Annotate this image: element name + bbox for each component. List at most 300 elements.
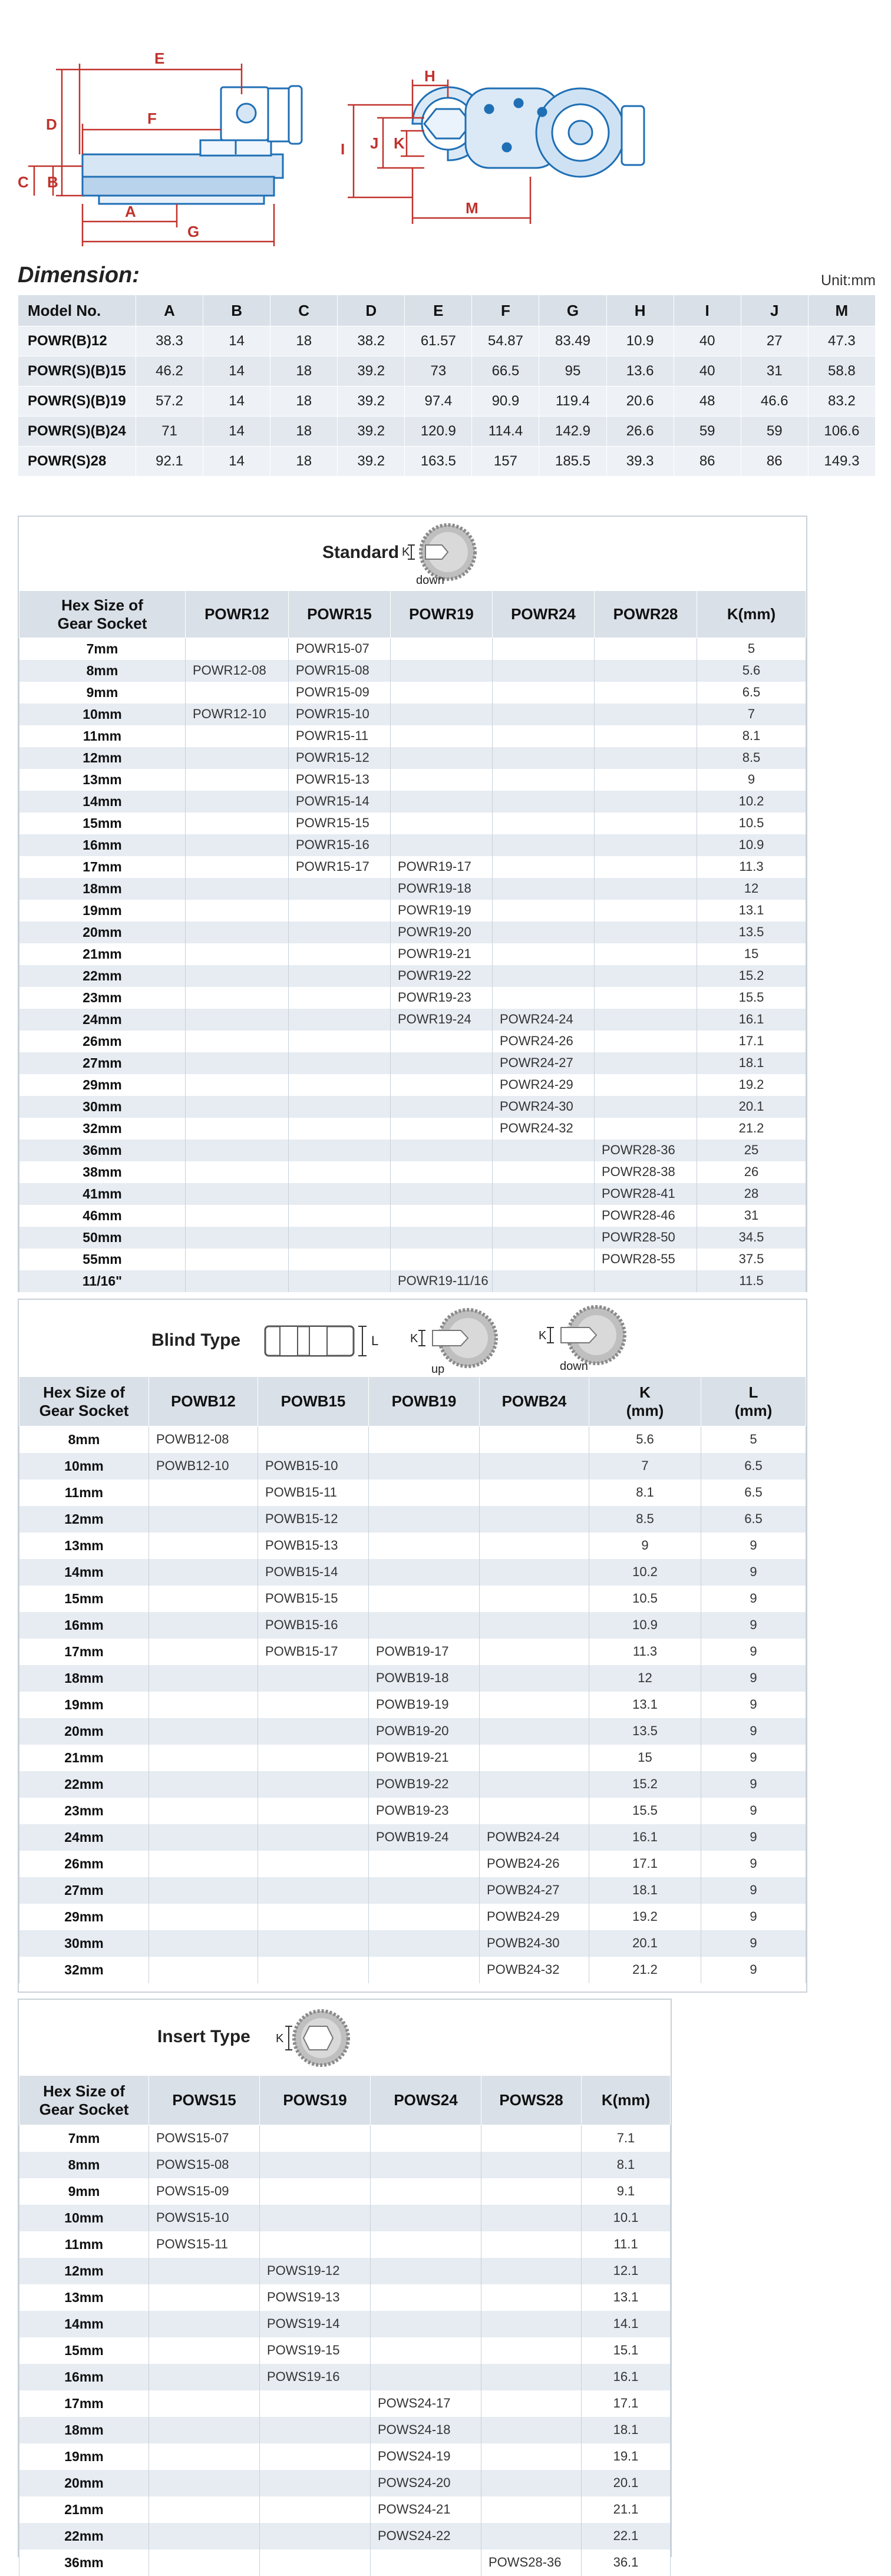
model-code-cell <box>369 1479 480 1506</box>
table-row <box>19 2152 671 2178</box>
value-cell: 149.3 <box>808 447 875 477</box>
value-cell: 8.5 <box>697 747 806 769</box>
model-code-cell <box>391 1249 493 1270</box>
model-code-cell: POWR28-50 <box>595 1227 697 1249</box>
hex-size-cell: 14mm <box>19 1559 149 1586</box>
model-code-cell <box>391 1140 493 1161</box>
col-header: POWR28 <box>595 591 697 638</box>
model-code-cell: POWR24-24 <box>493 1009 595 1031</box>
model-code-cell: POWB19-17 <box>369 1639 480 1665</box>
model-code-cell <box>595 1096 697 1118</box>
model-code-cell: POWR19-22 <box>391 965 493 987</box>
table-row <box>19 1052 806 1074</box>
value-cell: 185.5 <box>539 447 606 477</box>
value-cell: 9 <box>701 1745 806 1771</box>
hex-size-cell: 19mm <box>19 2443 149 2470</box>
model-code-cell <box>186 1074 289 1096</box>
model-code-cell: POWB15-10 <box>258 1453 369 1479</box>
model-code-cell: POWS15-10 <box>149 2205 260 2231</box>
value-cell: 95 <box>539 356 606 387</box>
blind-socket-icon <box>253 1315 401 1368</box>
table-row <box>19 1718 806 1745</box>
standard-header-row <box>19 591 806 638</box>
hex-size-cell: 19mm <box>19 900 186 922</box>
value-cell: 39.2 <box>338 356 405 387</box>
hex-size-cell: 12mm <box>19 2258 149 2284</box>
hex-size-cell: 15mm <box>19 2337 149 2364</box>
hex-size-cell: 14mm <box>19 791 186 813</box>
value-cell: 11.3 <box>589 1639 701 1665</box>
model-code-cell <box>369 1877 480 1904</box>
table-row <box>19 1249 806 1270</box>
table-row <box>19 791 806 813</box>
model-name-cell: POWR(S)(B)24 <box>18 417 136 447</box>
value-cell: 26 <box>697 1161 806 1183</box>
table-row <box>19 2125 671 2152</box>
model-code-cell <box>391 1031 493 1052</box>
value-cell: 31 <box>741 356 808 387</box>
model-code-cell: POWR15-17 <box>289 856 391 878</box>
model-code-cell <box>371 2549 481 2576</box>
value-cell: 9 <box>701 1798 806 1824</box>
model-code-cell: POWR28-46 <box>595 1205 697 1227</box>
label-j: J <box>370 134 379 152</box>
model-code-cell <box>480 1718 589 1745</box>
model-code-cell <box>493 1249 595 1270</box>
model-code-cell <box>149 1479 258 1506</box>
standard-title: Standard <box>322 543 400 562</box>
value-cell: 157 <box>472 447 539 477</box>
model-code-cell <box>149 1586 258 1612</box>
table-row <box>18 447 876 477</box>
table-row <box>19 2205 671 2231</box>
table-row <box>19 769 806 791</box>
value-cell: 36.1 <box>582 2549 671 2576</box>
hex-size-cell: 10mm <box>19 2205 149 2231</box>
k-header: K (mm) <box>589 1377 701 1426</box>
model-code-cell <box>371 2205 481 2231</box>
hex-size-cell: 16mm <box>19 834 186 856</box>
model-code-cell <box>493 813 595 834</box>
hex-size-cell: 29mm <box>19 1904 149 1930</box>
hex-size-cell: 22mm <box>19 1771 149 1798</box>
value-cell: 13.1 <box>589 1692 701 1718</box>
value-cell: 39.2 <box>338 447 405 477</box>
value-cell: 15 <box>589 1745 701 1771</box>
table-row <box>19 900 806 922</box>
standard-icon-caption: down <box>416 574 444 587</box>
model-code-cell <box>391 704 493 725</box>
model-code-cell <box>595 682 697 704</box>
hex-size-cell: 26mm <box>19 1031 186 1052</box>
value-cell: 57.2 <box>136 387 203 417</box>
model-code-cell <box>149 2523 260 2549</box>
model-code-cell: POWR15-15 <box>289 813 391 834</box>
table-row <box>19 638 806 660</box>
value-cell: 9 <box>701 1692 806 1718</box>
model-code-cell: POWB15-15 <box>258 1586 369 1612</box>
value-cell: 11.1 <box>582 2231 671 2258</box>
model-code-cell <box>149 2337 260 2364</box>
hex-size-cell: 32mm <box>19 1957 149 1983</box>
insert-gear-icon <box>265 2006 371 2070</box>
model-code-cell: POWS24-18 <box>371 2417 481 2443</box>
value-cell: 5.6 <box>589 1426 701 1453</box>
standard-gear-icon <box>401 523 507 587</box>
table-row <box>19 704 806 725</box>
model-code-cell <box>186 943 289 965</box>
standard-icon-k: K <box>402 546 410 559</box>
value-cell: 83.49 <box>539 326 606 356</box>
model-code-cell <box>481 2470 582 2496</box>
model-code-cell <box>480 1479 589 1506</box>
hex-size-cell: 12mm <box>19 1506 149 1533</box>
value-cell: 9 <box>701 1824 806 1851</box>
value-cell: 11.5 <box>697 1270 806 1292</box>
model-code-cell <box>480 1612 589 1639</box>
model-code-cell <box>595 1270 697 1292</box>
model-code-cell <box>149 1612 258 1639</box>
table-row <box>19 2496 671 2523</box>
hex-size-cell: 41mm <box>19 1183 186 1205</box>
model-code-cell <box>186 834 289 856</box>
table-row <box>19 2311 671 2337</box>
model-code-cell <box>481 2523 582 2549</box>
model-code-cell <box>481 2417 582 2443</box>
model-code-cell <box>289 900 391 922</box>
value-cell: 9 <box>701 1930 806 1957</box>
model-code-cell <box>149 1851 258 1877</box>
insert-title: Insert Type <box>157 2027 250 2046</box>
value-cell: 9 <box>701 1877 806 1904</box>
model-code-cell <box>186 1161 289 1183</box>
insert-panel-header <box>19 2000 671 2075</box>
value-cell: 73 <box>405 356 472 387</box>
table-row <box>19 1479 806 1506</box>
value-cell: 19.1 <box>582 2443 671 2470</box>
table-row <box>19 965 806 987</box>
value-cell: 31 <box>697 1205 806 1227</box>
model-code-cell <box>149 2470 260 2496</box>
value-cell: 10.9 <box>697 834 806 856</box>
model-code-cell <box>258 1877 369 1904</box>
model-code-cell <box>481 2205 582 2231</box>
table-row <box>19 1612 806 1639</box>
table-row <box>19 1118 806 1140</box>
value-cell: 47.3 <box>808 326 875 356</box>
model-code-cell <box>258 1851 369 1877</box>
model-code-cell <box>493 1161 595 1183</box>
model-code-cell <box>595 900 697 922</box>
value-cell: 6.5 <box>701 1479 806 1506</box>
model-code-cell <box>480 1559 589 1586</box>
value-cell: 15.2 <box>589 1771 701 1798</box>
hex-size-cell: 15mm <box>19 813 186 834</box>
model-code-cell <box>149 2364 260 2390</box>
col-header: POWB15 <box>258 1377 369 1426</box>
col-header: E <box>405 295 472 326</box>
model-code-cell <box>480 1506 589 1533</box>
value-cell: 40 <box>674 326 741 356</box>
value-cell: 6.5 <box>701 1453 806 1479</box>
model-code-cell: POWR12-08 <box>186 660 289 682</box>
model-code-cell: POWS24-21 <box>371 2496 481 2523</box>
hex-size-cell: 11mm <box>19 725 186 747</box>
model-code-cell <box>260 2523 371 2549</box>
value-cell: 14 <box>203 356 270 387</box>
model-code-cell <box>371 2152 481 2178</box>
model-code-cell <box>493 725 595 747</box>
model-code-cell: POWS15-08 <box>149 2152 260 2178</box>
model-code-cell <box>369 1930 480 1957</box>
value-cell: 26.6 <box>606 417 674 447</box>
model-code-cell <box>186 682 289 704</box>
value-cell: 9 <box>701 1771 806 1798</box>
hex-size-cell: 27mm <box>19 1877 149 1904</box>
value-cell: 39.2 <box>338 417 405 447</box>
model-code-cell: POWB15-14 <box>258 1559 369 1586</box>
label-b: B <box>47 173 58 191</box>
standard-panel <box>18 516 807 1292</box>
model-code-cell <box>260 2470 371 2496</box>
hex-size-header: Hex Size of Gear Socket <box>19 1377 149 1426</box>
hex-size-cell: 17mm <box>19 2390 149 2417</box>
value-cell: 15.5 <box>589 1798 701 1824</box>
value-cell: 17.1 <box>589 1851 701 1877</box>
model-code-cell <box>258 1718 369 1745</box>
model-code-cell <box>289 943 391 965</box>
table-row <box>19 1930 806 1957</box>
value-cell: 34.5 <box>697 1227 806 1249</box>
model-code-cell <box>391 660 493 682</box>
model-code-cell <box>289 922 391 943</box>
model-code-cell <box>481 2178 582 2205</box>
table-row <box>19 943 806 965</box>
model-code-cell <box>391 813 493 834</box>
model-code-cell <box>480 1586 589 1612</box>
hex-size-cell: 18mm <box>19 1665 149 1692</box>
model-code-cell <box>391 1161 493 1183</box>
model-code-cell <box>369 1559 480 1586</box>
value-cell: 11.3 <box>697 856 806 878</box>
model-code-cell <box>480 1745 589 1771</box>
blind-icon-caption-down: down <box>560 1360 588 1373</box>
model-code-cell <box>149 1639 258 1665</box>
model-code-cell <box>480 1771 589 1798</box>
model-code-cell <box>186 1183 289 1205</box>
model-code-cell <box>289 1009 391 1031</box>
value-cell: 58.8 <box>808 356 875 387</box>
table-row <box>19 1009 806 1031</box>
model-code-cell: POWR15-14 <box>289 791 391 813</box>
model-code-cell <box>595 660 697 682</box>
value-cell: 18 <box>270 356 338 387</box>
model-code-cell: POWB15-17 <box>258 1639 369 1665</box>
model-code-cell <box>481 2496 582 2523</box>
table-row <box>19 856 806 878</box>
model-code-cell <box>289 965 391 987</box>
value-cell: 6.5 <box>697 682 806 704</box>
value-cell: 9.1 <box>582 2178 671 2205</box>
value-cell: 21.2 <box>697 1118 806 1140</box>
model-code-cell <box>493 943 595 965</box>
col-header: POWB19 <box>369 1377 480 1426</box>
table-row <box>19 1506 806 1533</box>
value-cell: 13.6 <box>606 356 674 387</box>
model-code-cell: POWR15-09 <box>289 682 391 704</box>
blind-panel <box>18 1299 807 1993</box>
model-code-cell <box>595 791 697 813</box>
hex-size-cell: 11mm <box>19 1479 149 1506</box>
table-row <box>19 1851 806 1877</box>
model-code-cell <box>595 1009 697 1031</box>
dimension-header-row <box>18 295 876 326</box>
model-code-cell <box>595 1118 697 1140</box>
model-code-cell <box>289 1118 391 1140</box>
table-row <box>19 1426 806 1453</box>
table-row <box>19 1031 806 1052</box>
value-cell: 9 <box>697 769 806 791</box>
value-cell: 86 <box>741 447 808 477</box>
model-code-cell <box>481 2364 582 2390</box>
model-code-cell <box>480 1665 589 1692</box>
model-code-cell: POWS28-36 <box>481 2549 582 2576</box>
model-code-cell <box>260 2443 371 2470</box>
hex-size-cell: 26mm <box>19 1851 149 1877</box>
model-code-cell: POWB19-19 <box>369 1692 480 1718</box>
value-cell: 19.2 <box>589 1904 701 1930</box>
value-cell: 5 <box>701 1426 806 1453</box>
model-code-cell <box>391 1096 493 1118</box>
col-header: H <box>606 295 674 326</box>
value-cell: 28 <box>697 1183 806 1205</box>
model-code-cell <box>289 1031 391 1052</box>
value-cell: 10.5 <box>697 813 806 834</box>
model-code-cell: POWB19-20 <box>369 1718 480 1745</box>
value-cell: 120.9 <box>405 417 472 447</box>
hex-size-cell: 24mm <box>19 1824 149 1851</box>
model-code-cell: POWR28-36 <box>595 1140 697 1161</box>
model-code-cell <box>391 747 493 769</box>
model-code-cell <box>260 2496 371 2523</box>
table-row <box>19 1205 806 1227</box>
model-code-cell <box>186 1249 289 1270</box>
table-row <box>19 2417 671 2443</box>
model-code-cell <box>371 2337 481 2364</box>
model-code-cell <box>289 1270 391 1292</box>
value-cell: 15.1 <box>582 2337 671 2364</box>
model-code-cell: POWB24-24 <box>480 1824 589 1851</box>
model-code-cell: POWS19-13 <box>260 2284 371 2311</box>
value-cell: 61.57 <box>405 326 472 356</box>
model-code-cell <box>260 2205 371 2231</box>
value-cell: 20.6 <box>606 387 674 417</box>
value-cell: 9 <box>701 1718 806 1745</box>
value-cell: 18 <box>270 326 338 356</box>
table-row <box>19 1586 806 1612</box>
col-header: D <box>338 295 405 326</box>
model-name-cell: POWR(S)(B)19 <box>18 387 136 417</box>
model-code-cell: POWR15-13 <box>289 769 391 791</box>
model-code-cell <box>149 1824 258 1851</box>
model-code-cell <box>391 1205 493 1227</box>
table-row <box>19 2178 671 2205</box>
blind-icon-k-down: K <box>539 1329 547 1342</box>
model-code-cell <box>481 2390 582 2417</box>
model-code-cell: POWR24-30 <box>493 1096 595 1118</box>
hex-size-cell: 20mm <box>19 1718 149 1745</box>
blind-icon-l: L <box>371 1333 379 1348</box>
table-row <box>19 2284 671 2311</box>
model-code-cell <box>481 2337 582 2364</box>
hex-size-cell: 55mm <box>19 1249 186 1270</box>
value-cell: 8.5 <box>589 1506 701 1533</box>
model-code-cell <box>289 1096 391 1118</box>
model-code-cell <box>391 834 493 856</box>
value-cell: 13.1 <box>697 900 806 922</box>
hex-size-cell: 9mm <box>19 2178 149 2205</box>
model-code-cell <box>289 1227 391 1249</box>
table-row <box>19 1161 806 1183</box>
model-code-cell: POWB15-16 <box>258 1612 369 1639</box>
value-cell: 9 <box>701 1851 806 1877</box>
hex-size-cell: 38mm <box>19 1161 186 1183</box>
model-code-cell: POWR19-23 <box>391 987 493 1009</box>
model-code-cell <box>149 1877 258 1904</box>
model-code-cell <box>260 2178 371 2205</box>
model-code-cell <box>260 2390 371 2417</box>
value-cell: 17.1 <box>697 1031 806 1052</box>
model-code-cell <box>595 747 697 769</box>
model-code-cell: POWB24-29 <box>480 1904 589 1930</box>
model-code-cell <box>186 1140 289 1161</box>
table-row <box>19 2549 671 2576</box>
value-cell: 27 <box>741 326 808 356</box>
model-code-cell <box>493 791 595 813</box>
model-code-cell <box>480 1533 589 1559</box>
model-code-cell <box>391 638 493 660</box>
hex-size-cell: 24mm <box>19 1009 186 1031</box>
hex-size-cell: 13mm <box>19 769 186 791</box>
hex-size-cell: 8mm <box>19 660 186 682</box>
value-cell: 10.5 <box>589 1586 701 1612</box>
table-row <box>19 2470 671 2496</box>
value-cell: 119.4 <box>539 387 606 417</box>
model-code-cell <box>149 2258 260 2284</box>
model-code-cell <box>149 1745 258 1771</box>
model-code-cell: POWR24-32 <box>493 1118 595 1140</box>
model-code-cell: POWR15-07 <box>289 638 391 660</box>
value-cell: 8.1 <box>582 2152 671 2178</box>
model-code-cell <box>289 1205 391 1227</box>
value-cell: 18 <box>270 447 338 477</box>
model-code-cell: POWR15-11 <box>289 725 391 747</box>
model-name-cell: POWR(S)(B)15 <box>18 356 136 387</box>
hex-size-header: Hex Size of Gear Socket <box>19 2076 149 2125</box>
model-code-cell <box>289 878 391 900</box>
col-header: J <box>741 295 808 326</box>
model-code-cell <box>149 1718 258 1745</box>
model-code-cell <box>149 2417 260 2443</box>
insert-table-body <box>19 2125 671 2576</box>
table-row <box>19 1745 806 1771</box>
table-row <box>19 1798 806 1824</box>
table-row <box>19 1904 806 1930</box>
model-code-cell <box>149 1533 258 1559</box>
model-code-cell: POWS24-19 <box>371 2443 481 2470</box>
value-cell: 9 <box>701 1533 806 1559</box>
value-cell: 25 <box>697 1140 806 1161</box>
